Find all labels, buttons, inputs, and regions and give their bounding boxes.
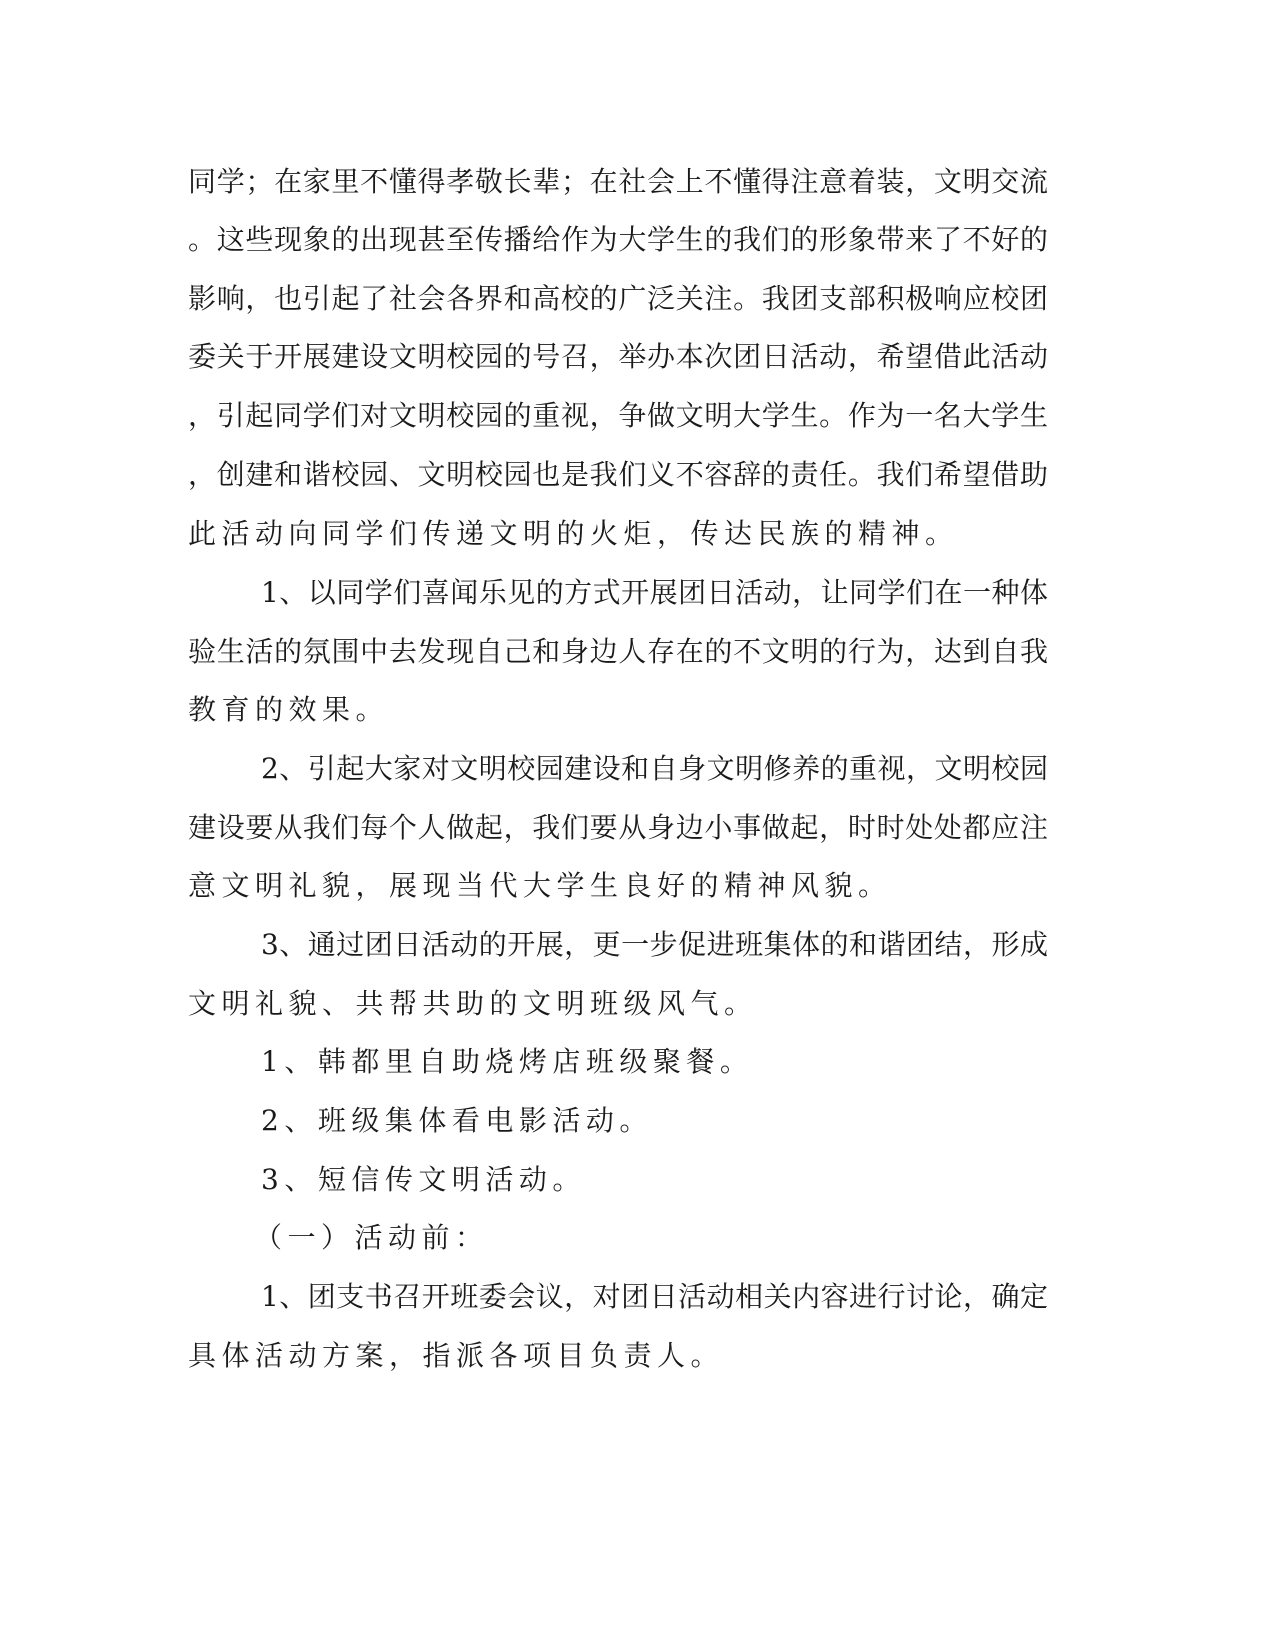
list-item: 2、班级集体看电影活动。 — [261, 1104, 653, 1137]
text-line: 文明礼貌、共帮共助的文明班级风气。 — [188, 987, 758, 1020]
text-line: 委关于开展建设文明校园的号召，举办本次团日活动，希望借此活动 — [188, 340, 1048, 373]
text-line: ，创建和谐校园、文明校园也是我们义不容辞的责任。我们希望借助 — [188, 458, 1048, 491]
text-line: ，引起同学们对文明校园的重视，争做文明大学生。作为一名大学生 — [188, 399, 1048, 432]
text-line: 3、通过团日活动的开展，更一步促进班集体的和谐团结，形成 — [261, 928, 1048, 961]
text-line: 验生活的氛围中去发现自己和身边人存在的不文明的行为，达到自我 — [188, 635, 1048, 668]
text-line: 1、团支书召开班委会议，对团日活动相关内容进行讨论，确定 — [261, 1280, 1048, 1313]
text-line: 同学；在家里不懂得孝敬长辈；在社会上不懂得注意着装，文明交流 — [188, 165, 1048, 198]
text-line: 2、引起大家对文明校园建设和自身文明修养的重视，文明校园 — [261, 752, 1048, 785]
text-line: 影响，也引起了社会各界和高校的广泛关注。我团支部积极响应校团 — [188, 282, 1048, 315]
text-line: 建设要从我们每个人做起，我们要从身边小事做起，时时处处都应注 — [188, 811, 1048, 844]
text-line: 1、以同学们喜闻乐见的方式开展团日活动，让同学们在一种体 — [261, 576, 1048, 609]
text-line: 意文明礼貌，展现当代大学生良好的精神风貌。 — [188, 869, 892, 902]
text-line: 具体活动方案，指派各项目负责人。 — [188, 1339, 725, 1372]
section-heading: （一）活动前： — [254, 1221, 489, 1254]
list-item: 1、韩都里自助烧烤店班级聚餐。 — [261, 1045, 754, 1078]
text-line: 教育的效果。 — [188, 693, 390, 726]
list-item: 3、短信传文明活动。 — [261, 1163, 586, 1196]
text-line: 此活动向同学们传递文明的火炬，传达民族的精神。 — [188, 517, 959, 550]
text-line: 。这些现象的出现甚至传播给作为大学生的我们的形象带来了不好的 — [188, 223, 1048, 256]
